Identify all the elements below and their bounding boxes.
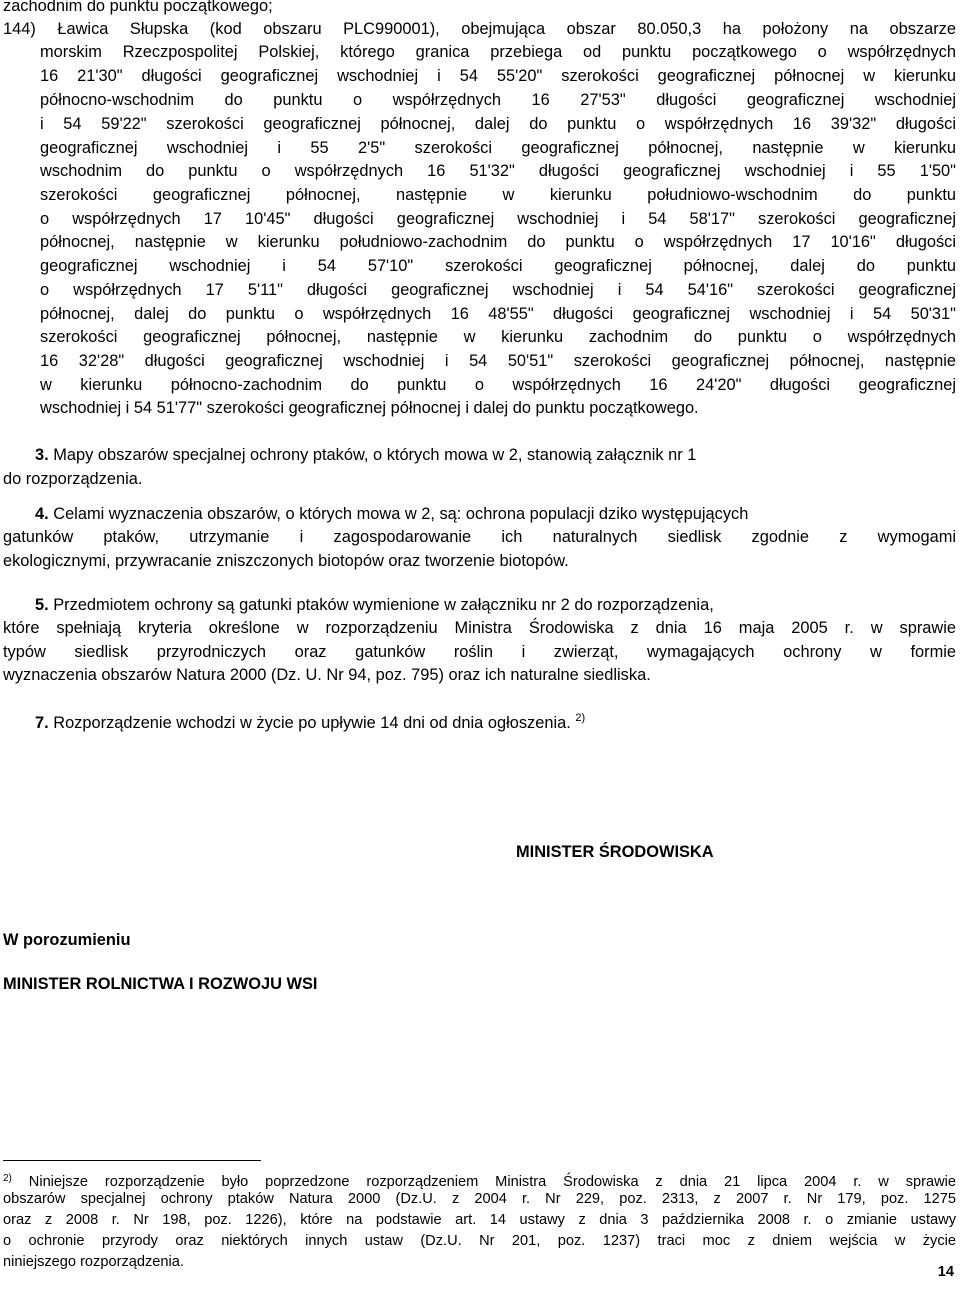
section-5-text-2: które spełniają kryteria określone w rozporządzeniu Ministra Środowiska z dnia 16 maja 2005 r. w sprawie — [3, 619, 956, 637]
section-5-row1 — [3, 596, 956, 615]
section-4-text-3: ekologicznymi, przywracanie zniszczonych biotopów oraz tworzenie biotopów. — [3, 552, 569, 570]
section-3-text-2: do rozporządzenia. — [3, 470, 143, 488]
par2-line-9: północnej, następnie w kierunku południowo-zachodnim do punktu o współrzędnych 17 10'16" długości — [40, 233, 956, 251]
par2-line-10: geograficznej wschodniej i 54 57'10" szerokości geograficznej północnej, dalej do punktu — [40, 257, 956, 275]
section-4-text-1: Celami wyznaczenia obszarów, o których mowa w 2, są: ochrona populacji dziko występujących — [53, 505, 749, 523]
footnote-reference: 2) — [575, 712, 586, 724]
section-4-text-2: gatunków ptaków, utrzymanie i zagospodarowanie ich naturalnych siedlisk zgodnie z wymogami — [3, 528, 956, 546]
section-4-row1 — [3, 505, 956, 524]
footnote-line-4: o ochronie przyrody oraz niektórych innych ustaw (Dz.U. Nr 201, poz. 1237) traci moc z dniem wejścia w życie — [3, 1233, 956, 1249]
section-5-text-4: wyznaczenia obszarów Natura 2000 (Dz. U. Nr 94, poz. 795) oraz ich naturalne siedliska. — [3, 666, 651, 684]
co-minister-signature: MINISTER ROLNICTWA I ROZWOJU WSI — [3, 975, 318, 993]
footnote-separator — [3, 1160, 261, 1161]
footnote-text-1: Niniejsze rozporządzenie było poprzedzone rozporządzeniem Ministra Środowiska z dnia 21 lipca 2004 r. w sprawie — [28, 1174, 956, 1190]
footnote-line-5: niniejszego rozporządzenia. — [3, 1254, 184, 1270]
intro-line-1: zachodnim do punktu początkowego; — [3, 0, 273, 15]
section-7-text: Rozporządzenie wchodzi w życie po upływie 14 dni od dnia ogłoszenia. — [53, 714, 571, 732]
minister-signature: MINISTER ŚRODOWISKA — [516, 843, 714, 861]
par2-line-4: i 54 59'22" szerokości geograficznej północnej, dalej do punktu o współrzędnych 16 39'32" długości — [40, 115, 956, 133]
section-5-text-3: typów siedlisk przyrodniczych oraz gatunków roślin i zwierząt, wymagających ochrony w formie — [3, 643, 956, 661]
footnote-line-1 — [3, 1170, 956, 1191]
par2-line-7: szerokości geograficznej północnej, następnie w kierunku południowo-wschodnim do punktu — [40, 186, 956, 204]
par2-line-3: północno-wschodnim do punktu o współrzędnych 16 27'53" długości geograficznej wschodniej — [40, 91, 956, 109]
footnote-line-3: oraz z 2008 r. Nr 198, poz. 1226), które na podstawie art. 14 ustawy z dnia 3 października 2008 r. o zmianie ustawy — [3, 1212, 956, 1228]
par2-line-11: o współrzędnych 17 5'11" długości geograficznej wschodniej i 54 54'16" szerokości geograficznej — [40, 281, 956, 299]
intro-line-2: 144) Ławica Słupska (kod obszaru PLC990001), obejmująca obszar 80.050,3 ha położony na obszarze — [3, 20, 956, 38]
agreement-heading: W porozumieniu — [3, 931, 131, 949]
footnote-marker: 2) — [3, 1173, 12, 1184]
par2-last-line: wschodniej i 54 51'77" szerokości geograficznej północnej i dalej do punktu początkowego. — [40, 399, 699, 417]
page-number: 14 — [937, 1264, 954, 1280]
section-3-number: 3. — [35, 446, 49, 464]
par2-line-1: morskim Rzeczpospolitej Polskiej, którego granica przebiega od punktu początkowego o współrzędnych — [40, 43, 956, 61]
par2-line-13: szerokości geograficznej północnej, następnie w kierunku zachodnim do punktu o współrzędnych — [40, 328, 956, 346]
footnote-line-2: obszarów specjalnej ochrony ptaków Natura 2000 (Dz.U. z 2004 r. Nr 229, poz. 2313, z 2007 r. Nr 179, poz. 1275 — [3, 1191, 956, 1207]
par2-line-5: geograficznej wschodniej i 55 2'5" szerokości geograficznej północnej, następnie w kierunku — [40, 139, 956, 157]
section-3-text-1: Mapy obszarów specjalnej ochrony ptaków, o których mowa w 2, stanowią załącznik nr 1 — [53, 446, 697, 464]
section-3-row1 — [3, 446, 956, 465]
par2-line-6: wschodnim do punktu o współrzędnych 16 51'32" długości geograficznej wschodniej i 55 1'50" — [40, 162, 956, 180]
par2-line-8: o współrzędnych 17 10'45" długości geograficznej wschodniej i 54 58'17" szerokości geograficznej — [40, 210, 956, 228]
section-5-number: 5. — [35, 596, 49, 614]
section-4-number: 4. — [35, 505, 49, 523]
par2-line-12: północnej, dalej do punktu o współrzędnych 16 48'55" długości geograficznej wschodniej i 54 50'31" — [40, 305, 956, 323]
par2-line-2: 16 21'30" długości geograficznej wschodniej i 54 55'20" szerokości geograficznej północnej w kierunku — [40, 67, 956, 85]
section-7-row — [3, 709, 585, 733]
par2-line-14: 16 32'28" długości geograficznej wschodniej i 54 50'51" szerokości geograficznej północnej, następnie — [40, 352, 956, 370]
section-5-text-1: Przedmiotem ochrony są gatunki ptaków wymienione w załączniku nr 2 do rozporządzenia, — [53, 596, 714, 614]
par2-line-15: w kierunku północno-zachodnim do punktu o współrzędnych 16 24'20" długości geograficznej — [40, 376, 956, 394]
section-7-number: 7. — [35, 714, 49, 732]
